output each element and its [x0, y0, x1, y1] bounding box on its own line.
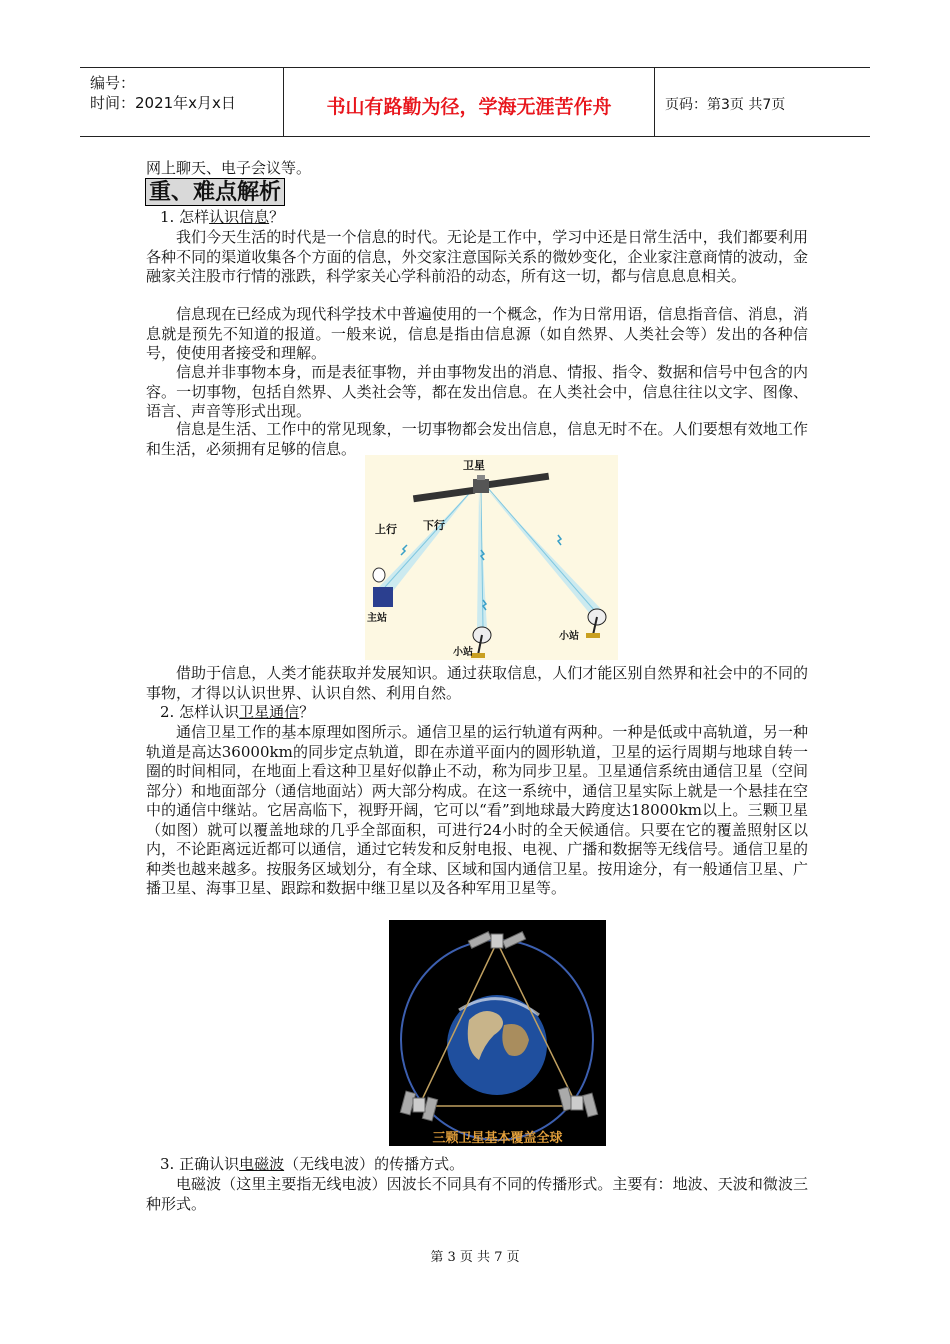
q1-link: 认识信息	[209, 208, 270, 226]
paragraph-7: 电磁波（这里主要指无线电波）因波长不同具有不同的传播形式。主要有：地波、天波和微波三种形式。	[146, 1175, 808, 1213]
question-2	[160, 703, 314, 723]
header-right-cell	[655, 68, 870, 136]
coverage-diagram	[389, 920, 606, 1146]
page-label: 页码：第3页 共7页	[665, 97, 786, 113]
paragraph-5: 借助于信息，人类才能获取并发展知识。通过获取信息，人们才能区别自然界和社会中的不同的事物，才得以认识世界、认识自然、利用自然。	[146, 664, 808, 702]
q1-prefix: 1. 怎样	[160, 208, 210, 226]
motto: 书山有路勤为径，学海无涯苦作舟	[326, 96, 612, 118]
label-uplink: 上行	[375, 523, 397, 536]
label-small-station-2: 小站	[559, 631, 579, 642]
q2-suffix: ？	[299, 703, 315, 721]
header-left-cell	[80, 68, 284, 136]
q3-prefix: 3. 正确认识	[160, 1155, 240, 1173]
paragraph-2: 信息现在已经成为现代科学技术中普遍使用的一个概念，作为日常用语，信息指音信、消息，消息就是预先不知道的报道。一般来说，信息是指由信息源（如自然界、人类社会等）发出的各种信号，使使用者接受和理解。	[146, 305, 808, 362]
q1-suffix: ？	[269, 208, 285, 226]
q3-suffix: （无线电波）的传播方式。	[284, 1155, 465, 1173]
page-header	[80, 67, 870, 137]
section-title: 重、难点解析	[145, 178, 285, 206]
paragraph-4: 信息是生活、工作中的常见现象，一切事物都会发出信息，信息无时不在。人们要想有效地工作和生活，必须拥有足够的信息。	[146, 420, 808, 458]
intro-line: 网上聊天、电子会议等。	[146, 159, 312, 177]
paragraph-1: 我们今天生活的时代是一个信息的时代。无论是工作中，学习中还是日常生活中，我们都要利用各种不同的渠道收集各个方面的信息，外交家注意国际关系的微妙变化，企业家注意商情的波动，金融家关注股市行情的涨跌，科学家关心学科前沿的动态，所有这一切，都与信息息息相关。	[146, 228, 808, 285]
q2-prefix: 2. 怎样认识	[160, 703, 240, 721]
satellite-diagram	[365, 455, 618, 660]
question-3	[160, 1155, 464, 1175]
question-1	[160, 208, 284, 228]
date-label: 时间：2021年x月x日	[90, 94, 236, 112]
label-satellite: 卫星	[463, 459, 485, 472]
coverage-caption: 三颗卫星基本覆盖全球	[432, 1131, 563, 1146]
label-main-station: 主站	[367, 613, 387, 624]
paragraph-3: 信息并非事物本身，而是表征事物，并由事物发出的消息、情报、指令、数据和信号中包含的内容。一切事物，包括自然界、人类社会等，都在发出信息。在人类社会中，信息往往以文字、图像、语言、声音等形式出现。	[146, 363, 808, 420]
header-center-cell	[284, 68, 655, 136]
q2-link: 卫星通信	[239, 703, 300, 721]
paragraph-6: 通信卫星工作的基本原理如图所示。通信卫星的运行轨道有两种。一种是低或中高轨道，另一种轨道是高达36000km的同步定点轨道，即在赤道平面内的圆形轨道，卫星的运行周期与地球自转一圈的时间相同，在地面上看这种卫星好似静止不动，称为同步卫星。卫星通信系统由通信卫星（空间部分）和地面部分（通信地面站）两大部分构成。在这一系统中，通信卫星实际上就是一个悬挂在空中的通信中继站。它居高临下，视野开阔，它可以“看”到地球最大跨度达18000km以上。三颗卫星（如图）就可以覆盖地球的几乎全部面积，可进行24小时的全天候通信。只要在它的覆盖照射区以内，不论距离远近都可以通信，通过它转发和反射电报、电视、广播和数据等无线信号。通信卫星的种类也越来越多。按服务区域划分，有全球、区域和国内通信卫星。按用途分，有一般通信卫星、广播卫星、海事卫星、跟踪和数据中继卫星以及各种军用卫星等。	[146, 723, 808, 897]
page-footer: 第 3 页 共 7 页	[430, 1250, 520, 1265]
label-downlink: 下行	[423, 519, 445, 532]
number-label: 编号：	[90, 74, 136, 92]
label-small-station-1: 小站	[453, 647, 473, 658]
q3-link: 电磁波	[239, 1155, 285, 1173]
